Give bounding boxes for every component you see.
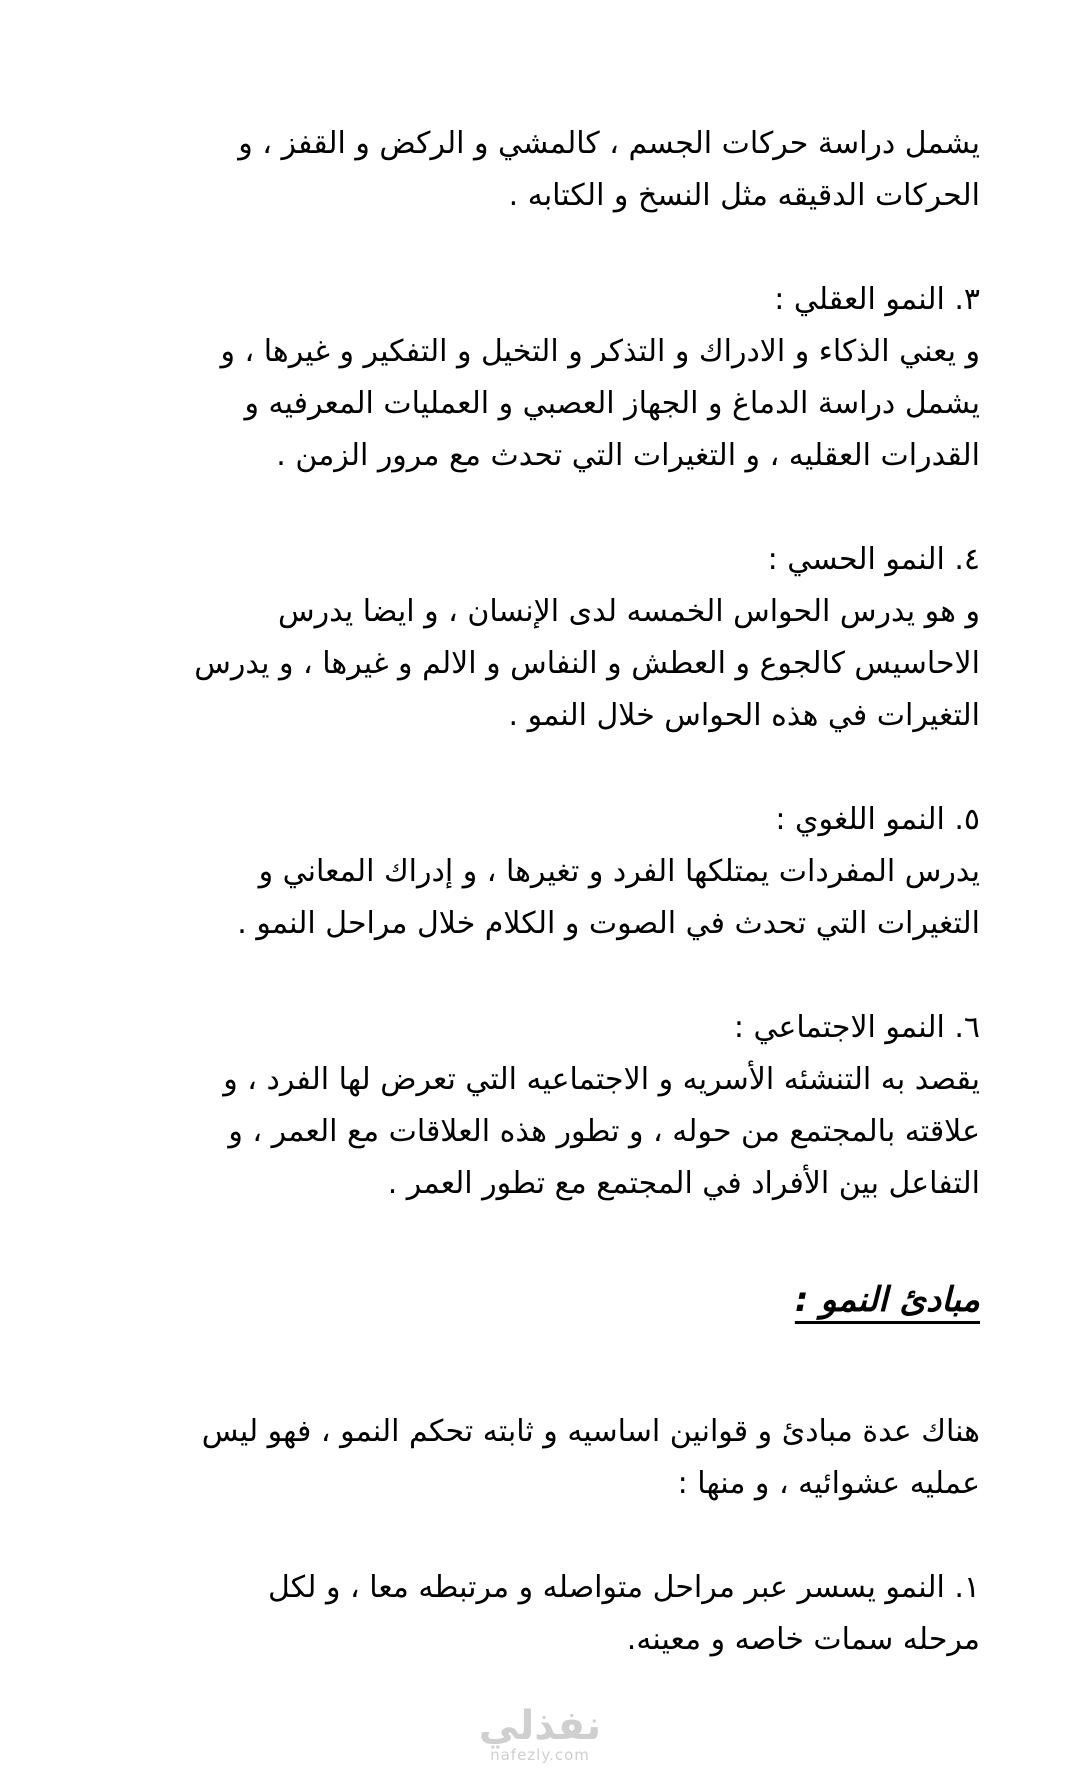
section-line: يشمل دراسة الدماغ و الجهاز العصبي و العمليات المعرفيه و (244, 386, 980, 421)
section-line: التفاعل بين الأفراد في المجتمع مع تطور العمر . (387, 1166, 980, 1201)
section-line: علاقته بالمجتمع من حوله ، و تطور هذه العلاقات مع العمر ، و (228, 1114, 980, 1149)
section-heading: ٤. النمو الحسي : (767, 542, 980, 577)
section-sensory-growth (80, 534, 980, 742)
section-line: و هو يدرس الحواس الخمسه لدى الإنسان ، و ايضا يدرس (277, 594, 980, 629)
section-line: يدرس المفردات يمتلكها الفرد و تغيرها ، و إدراك المعاني و (258, 854, 980, 889)
principles-title: مبادئ النمو : (794, 1280, 980, 1320)
section-language-growth (80, 794, 980, 950)
principle-line: ١. النمو يسسر عبر مراحل متواصله و مرتبطه معا ، و لكل (267, 1570, 980, 1605)
section-line: يقصد به التنشئه الأسريه و الاجتماعيه التي تعرض لها الفرد ، و (223, 1062, 980, 1097)
intro-line: الحركات الدقيقه مثل النسخ و الكتابه . (508, 178, 980, 213)
intro-line: يشمل دراسة حركات الجسم ، كالمشي و الركض و القفز ، و (238, 126, 980, 161)
principles-intro-line: عمليه عشوائيه ، و منها : (677, 1466, 980, 1501)
watermark-url: nafezly.com (490, 1746, 590, 1764)
section-line: القدرات العقليه ، و التغيرات التي تحدث مع مرور الزمن . (276, 438, 980, 473)
principles-intro (80, 1406, 980, 1510)
principle-line: مرحله سمات خاصه و معينه. (626, 1622, 980, 1657)
watermark-arabic: نفذلي (478, 1703, 602, 1749)
section-heading: ٥. النمو اللغوي : (775, 802, 980, 837)
section-mental-growth (80, 274, 980, 482)
watermark-logo (0, 1703, 1080, 1764)
principles-intro-line: هناك عدة مبادئ و قوانين اساسيه و ثابته تحكم النمو ، فهو ليس (201, 1414, 980, 1449)
section-line: التغيرات في هذه الحواس خلال النمو . (508, 698, 980, 733)
section-heading: ٦. النمو الاجتماعي : (733, 1010, 980, 1045)
section-heading: ٣. النمو العقلي : (774, 282, 980, 317)
section-social-growth (80, 1002, 980, 1210)
section-line: الاحاسيس كالجوع و العطش و النفاس و الالم و غيرها ، و يدرس (194, 646, 980, 681)
document-content (80, 118, 980, 1718)
section-line: التغيرات التي تحدث في الصوت و الكلام خلال مراحل النمو . (237, 906, 980, 941)
principle-item-1 (80, 1562, 980, 1666)
intro-paragraph (80, 118, 980, 222)
section-line: و يعني الذكاء و الادراك و التذكر و التخيل و التفكير و غيرها ، و (220, 334, 980, 369)
